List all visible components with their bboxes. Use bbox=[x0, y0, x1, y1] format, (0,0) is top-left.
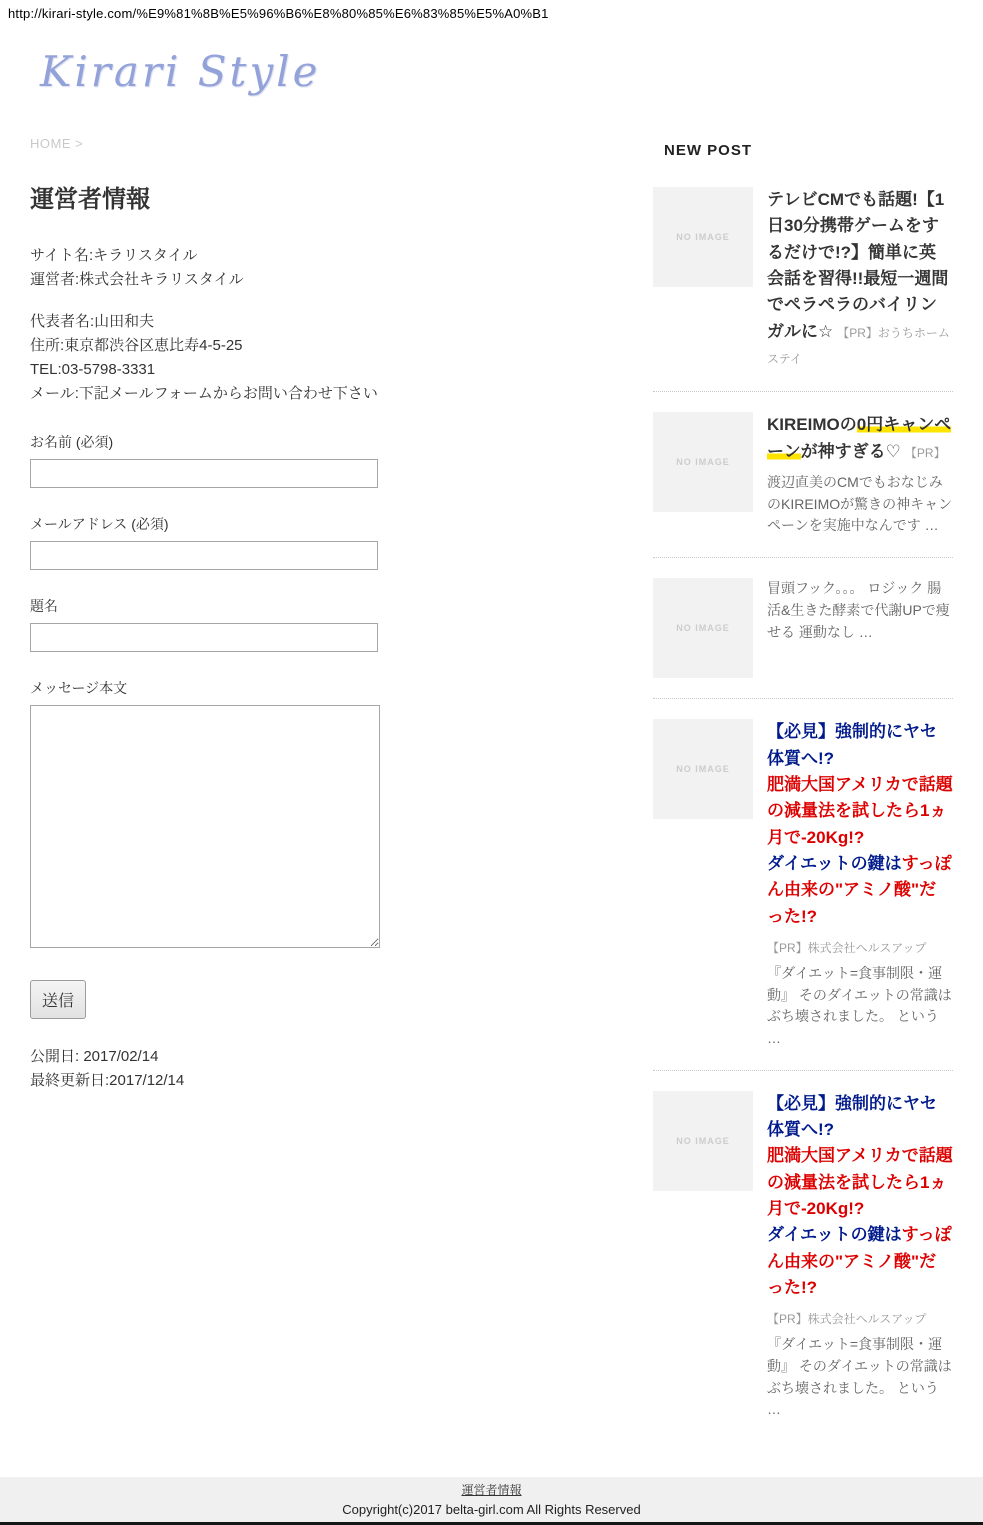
post-body bbox=[767, 1091, 953, 1422]
post-title-segment: すっぽん由来の"アミノ酸"だった!? bbox=[767, 853, 952, 926]
operator-line: 運営者:株式会社キラリスタイル bbox=[30, 271, 244, 288]
tel-line: TEL:03-5798-3331 bbox=[30, 361, 156, 378]
pr-advertiser-label: 【PR】株式会社ヘルスアップ bbox=[767, 1312, 927, 1327]
sidebar-post-item[interactable] bbox=[653, 412, 953, 558]
main-column bbox=[30, 136, 630, 1421]
sidebar-post-item[interactable] bbox=[653, 719, 953, 1071]
updated-date: 最終更新日:2017/12/14 bbox=[30, 1072, 185, 1089]
post-thumbnail[interactable] bbox=[653, 187, 753, 287]
no-image-label: NO IMAGE bbox=[676, 457, 730, 468]
sidebar-post-item[interactable] bbox=[653, 187, 953, 392]
address-line: 住所:東京都渋谷区恵比寿4-5-25 bbox=[30, 337, 243, 354]
site-name-line: サイト名:キラリスタイル bbox=[30, 247, 198, 264]
no-image-label: NO IMAGE bbox=[676, 764, 730, 775]
post-excerpt: 『ダイエット=食事制限・運動』 そのダイエットの常識はぶち壊されました。 という … bbox=[767, 1336, 952, 1418]
address-url[interactable]: http://kirari-style.com/%E9%81%8B%E5%96%B6%E8%80%85%E6%83%85%E5%A0%B1 bbox=[8, 6, 549, 21]
post-excerpt: 冒頭フック。。。 ロジック 腸活&生きた酵素で代謝UPで痩せる 運動なし … bbox=[767, 580, 950, 640]
no-image-label: NO IMAGE bbox=[676, 232, 730, 242]
post-body bbox=[767, 578, 953, 643]
sidebar-post-item[interactable] bbox=[653, 578, 953, 699]
contact-form bbox=[30, 432, 630, 1019]
page-title: 運営者情報 bbox=[30, 186, 150, 213]
subject-field[interactable] bbox=[30, 623, 378, 652]
post-thumbnail[interactable] bbox=[653, 578, 753, 678]
email-field[interactable] bbox=[30, 541, 378, 570]
mail-line: メール:下記メールフォームからお問い合わせ下さい bbox=[30, 385, 378, 402]
post-title-link[interactable] bbox=[767, 1091, 953, 1302]
footer-operator-info-link[interactable]: 運営者情報 bbox=[461, 1483, 522, 1498]
name-field[interactable] bbox=[30, 459, 378, 488]
pr-badge: 【PR】おうちホームステイ bbox=[767, 325, 950, 367]
no-image-label: NO IMAGE bbox=[676, 623, 730, 634]
content-area bbox=[0, 136, 983, 1421]
post-title-segment: が神すぎる♡ bbox=[800, 441, 901, 461]
sidebar-post-list bbox=[653, 187, 953, 1421]
post-excerpt: 『ダイエット=食事制限・運動』 そのダイエットの常識はぶち壊されました。 という … bbox=[767, 964, 952, 1046]
no-image-label: NO IMAGE bbox=[676, 1135, 730, 1146]
copyright-text: Copyright(c)2017 belta-girl.com All Rights Reserved bbox=[342, 1502, 641, 1518]
post-body bbox=[767, 719, 953, 1050]
date-info-block bbox=[30, 1045, 630, 1093]
post-title-segment: ダイエットの鍵は bbox=[767, 1225, 902, 1245]
post-title-segment: すっぽん由来の"アミノ酸"だった!? bbox=[767, 1225, 952, 1298]
submit-button[interactable]: 送信 bbox=[30, 980, 86, 1019]
post-title-link[interactable] bbox=[767, 412, 953, 465]
new-post-heading: NEW POST bbox=[664, 142, 753, 159]
message-label: メッセージ本文 bbox=[30, 680, 128, 696]
breadcrumb[interactable]: HOME > bbox=[30, 136, 84, 151]
post-title-segment: テレビCMでも話題!【1日30分携帯ゲームをするだけで!?】簡単に英会話を習得!!最短一週間でペラペラのバイリンガルに☆ bbox=[767, 190, 949, 341]
pr-advertiser-label: 【PR】株式会社ヘルスアップ bbox=[767, 940, 927, 955]
email-label: メールアドレス (必須) bbox=[30, 516, 169, 532]
representative-line: 代表者名:山田和夫 bbox=[30, 313, 155, 330]
footer bbox=[0, 1477, 983, 1522]
post-thumbnail[interactable] bbox=[653, 1091, 753, 1191]
post-title-segment: 【必見】強制的にヤセ体質へ!? bbox=[767, 1093, 937, 1139]
post-body bbox=[767, 187, 953, 371]
sidebar-post-item[interactable] bbox=[653, 1091, 953, 1422]
subject-label: 題名 bbox=[30, 598, 58, 614]
published-date: 公開日: 2017/02/14 bbox=[30, 1048, 159, 1065]
message-field[interactable] bbox=[30, 705, 380, 948]
post-title-link[interactable] bbox=[767, 187, 953, 371]
pr-badge: 【PR】 bbox=[904, 445, 946, 460]
site-info-block bbox=[30, 244, 630, 292]
post-thumbnail[interactable] bbox=[653, 719, 753, 819]
sidebar bbox=[653, 136, 953, 1421]
post-body bbox=[767, 412, 953, 537]
post-title-segment: 0円キャンペーン bbox=[767, 415, 952, 461]
post-excerpt: 渡辺直美のCMでもおなじみのKIREIMOが驚きの神キャンペーンを実施中なんです … bbox=[767, 474, 953, 534]
post-title-link[interactable] bbox=[767, 719, 953, 930]
post-title-segment: KIREIMOの bbox=[767, 415, 857, 435]
name-label: お名前 (必須) bbox=[30, 434, 114, 450]
post-title-segment: 肥満大国アメリカで話題の減量法を試したら1ヵ月で-20Kg!? bbox=[767, 1146, 953, 1219]
post-title-segment: 【必見】強制的にヤセ体質へ!? bbox=[767, 722, 937, 768]
site-logo[interactable]: Kirari Style bbox=[40, 47, 321, 96]
contact-info-block bbox=[30, 310, 630, 406]
post-title-segment: ダイエットの鍵は bbox=[767, 853, 902, 873]
post-thumbnail[interactable] bbox=[653, 412, 753, 512]
post-title-segment: 肥満大国アメリカで話題の減量法を試したら1ヵ月で-20Kg!? bbox=[767, 774, 953, 847]
